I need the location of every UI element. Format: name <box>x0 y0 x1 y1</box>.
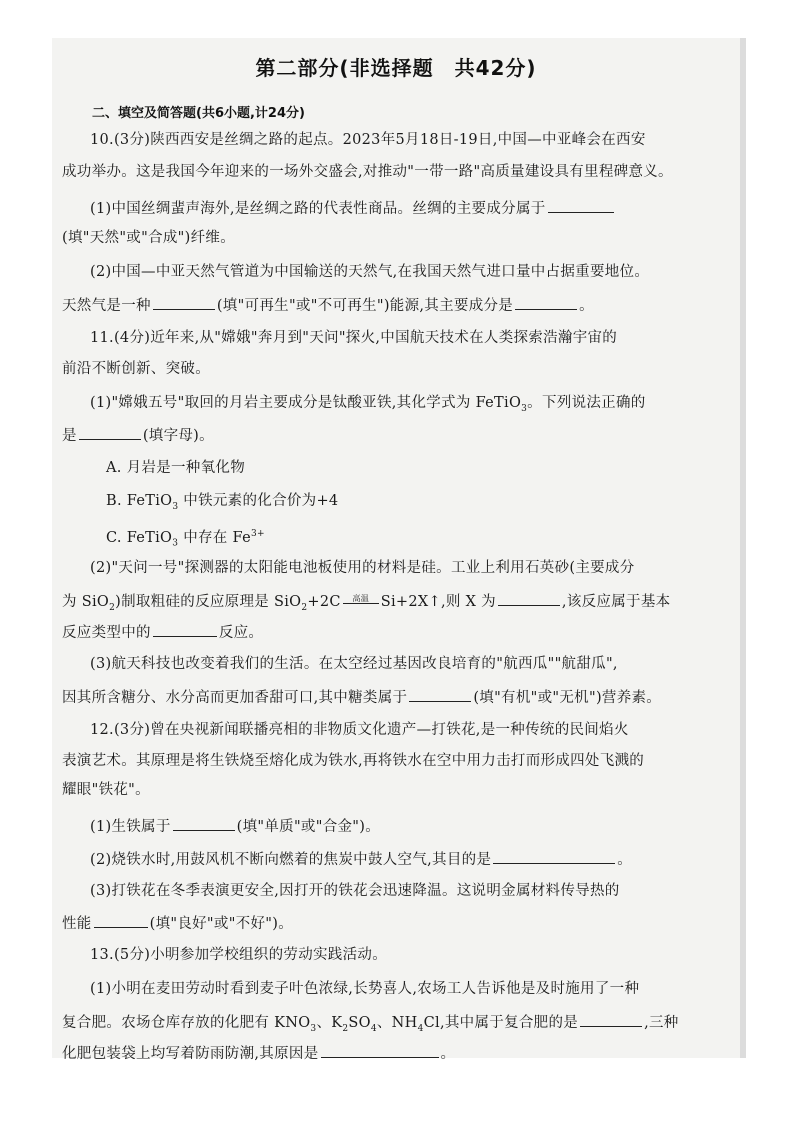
subscript: 3 <box>310 1023 317 1034</box>
q12-part1-text: (填"单质"或"合金")。 <box>236 819 381 835</box>
q12-part3-text: (填"良好"或"不好")。 <box>149 916 294 932</box>
subscript: 2 <box>301 602 308 613</box>
q11-option-a: A. 月岩是一种氧化物 <box>106 460 245 476</box>
page-title: 第二部分(非选择题 共42分) <box>255 56 537 80</box>
q11-part2-line3 <box>62 620 732 643</box>
answer-blank[interactable] <box>321 1041 439 1058</box>
subscript: 3 <box>521 403 528 414</box>
q11-part3-text: 因其所含糖分、水分高而更加香甜可口,其中糖类属于 <box>62 690 408 706</box>
reaction-condition: 高温 <box>352 594 370 603</box>
q13-stem: 13.(5分)小明参加学校组织的劳动实践活动。 <box>90 947 387 963</box>
q11-part1-text-a: 是 <box>62 428 77 444</box>
q11-part1-text: (1)"嫦娥五号"取回的月岩主要成分是钛酸亚铁,其化学式为 FeTiO <box>90 395 522 411</box>
q11-part3-text: (填"有机"或"无机")营养素。 <box>473 690 662 706</box>
answer-blank[interactable] <box>153 293 215 310</box>
reaction-arrow <box>341 595 381 609</box>
q11-part2-text: 为 SiO <box>62 594 110 610</box>
answer-blank[interactable] <box>498 589 560 606</box>
q13-part1-text: 复合肥。农场仓库存放的化肥有 KNO <box>62 1015 311 1031</box>
q12-stem-line2: 表演艺术。其原理是将生铁烧至熔化成为铁水,再将铁水在空中用力击打而形成四处飞溅的 <box>62 753 645 769</box>
q11-part1-line2 <box>62 423 732 446</box>
q11-stem-line2: 前沿不断创新、突破。 <box>62 361 210 377</box>
q13-part1-text: 化肥包装袋上均写着防雨防潮,其原因是 <box>62 1046 319 1062</box>
subscript: 2 <box>342 1023 349 1034</box>
q12-part2 <box>90 847 732 870</box>
q10-part2-line1: (2)中国—中亚天然气管道为中国输送的天然气,在我国天然气进口量中占据重要地位。 <box>90 264 650 280</box>
q13-part1-text: 、K <box>316 1015 343 1031</box>
q12-part2-text: 。 <box>617 852 633 868</box>
q11-part2-text: +2C <box>307 594 341 610</box>
q12-part1-text: (1)生铁属于 <box>90 819 171 835</box>
q10-part1-line2: (填"天然"或"合成")纤维。 <box>62 230 235 246</box>
answer-blank[interactable] <box>79 423 141 440</box>
q11-option-b <box>106 491 732 517</box>
answer-blank[interactable] <box>94 911 148 928</box>
q11-option-c <box>106 524 732 554</box>
reaction-arrow-line <box>343 603 379 604</box>
q12-part2-text: (2)烧铁水时,用鼓风机不断向燃着的焦炭中鼓人空气,其目的是 <box>90 852 492 868</box>
q10-part2-line2 <box>62 293 732 316</box>
q10-part2-text-b: (填"可再生"或"不可再生")能源,其主要成分是 <box>216 298 514 314</box>
q13-part1-text: SO <box>348 1015 371 1031</box>
answer-blank[interactable] <box>173 814 235 831</box>
q10-stem-line2: 成功举办。这是我国今年迎来的一场外交盛会,对推动"一带一路"高质量建设具有里程碑意义。 <box>62 164 673 180</box>
q11-part2-text: ,该反应属于基本 <box>561 594 671 610</box>
q11-stem-line1: 11.(4分)近年来,从"嫦娥"奔月到"天问"探火,中国航天技术在人类探索浩瀚宇宙的 <box>90 330 618 346</box>
option-text: 中存在 Fe <box>178 529 251 546</box>
subscript: 3 <box>172 501 179 512</box>
q13-part1-line3 <box>62 1041 732 1064</box>
q11-part1-text-b: (填字母)。 <box>142 428 214 444</box>
subscript: 3 <box>172 538 179 549</box>
answer-blank[interactable] <box>548 196 614 213</box>
q11-part3-line1: (3)航天科技也改变着我们的生活。在太空经过基因改良培育的"航西瓜""航甜瓜", <box>90 656 618 672</box>
q10-stem-line1: 10.(3分)陕西西安是丝绸之路的起点。2023年5月18日-19日,中国—中亚峰会在西安 <box>90 132 646 148</box>
q11-part2-text: 反应类型中的 <box>62 625 151 641</box>
answer-blank[interactable] <box>409 685 471 702</box>
q11-part2-line2 <box>62 589 732 618</box>
answer-blank[interactable] <box>493 847 615 864</box>
q11-part2-text: Si+2X↑,则 X 为 <box>380 594 496 610</box>
option-text: 中铁元素的化合价为+4 <box>178 493 339 509</box>
q11-part2-line1: (2)"天问一号"探测器的太阳能电池板使用的材料是硅。工业上利用石英砂(主要成分 <box>90 560 635 576</box>
answer-blank[interactable] <box>153 620 217 637</box>
q11-part1-line1 <box>90 393 732 419</box>
q11-part1-text-end: 。下列说法正确的 <box>527 395 646 411</box>
section-title: 二、填空及简答题(共6小题,计24分) <box>92 106 305 121</box>
q11-part3-line2 <box>62 685 732 708</box>
q12-stem-line3: 耀眼"铁花"。 <box>62 782 150 798</box>
q10-part1-line1 <box>90 196 732 219</box>
q10-part1-text: (1)中国丝绸蜚声海外,是丝绸之路的代表性商品。丝绸的主要成分属于 <box>90 201 546 217</box>
answer-blank[interactable] <box>515 293 577 310</box>
q11-part2-text: )制取粗硅的反应原理是 SiO <box>115 594 302 610</box>
q11-part2-text: 反应。 <box>218 625 264 641</box>
subscript: 4 <box>370 1023 377 1034</box>
q12-part3-line1: (3)打铁花在冬季表演更安全,因打开的铁花会迅速降温。这说明金属材料传导热的 <box>90 883 620 899</box>
option-text: B. FeTiO <box>106 493 173 509</box>
q12-part3-text: 性能 <box>62 916 92 932</box>
q13-part1-text: 、NH <box>376 1015 418 1031</box>
q10-part2-text-a: 天然气是一种 <box>62 298 151 314</box>
option-text: C. FeTiO <box>106 529 173 546</box>
q10-part2-text-c: 。 <box>579 298 594 314</box>
answer-blank[interactable] <box>580 1010 642 1027</box>
subscript: 2 <box>109 602 116 613</box>
q12-part3-line2 <box>62 911 732 934</box>
q13-part1-line1: (1)小明在麦田劳动时看到麦子叶色浓绿,长势喜人,农场工人告诉他是及时施用了一种 <box>90 981 640 997</box>
q12-stem-line1: 12.(3分)曾在央视新闻联播亮相的非物质文化遗产—打铁花,是一种传统的民间焰火 <box>90 722 629 738</box>
q13-part1-text: Cl,其中属于复合肥的是 <box>423 1015 579 1031</box>
q13-part1-line2 <box>62 1010 732 1039</box>
superscript: 3+ <box>250 529 265 539</box>
q12-part1 <box>90 814 732 837</box>
subscript: 4 <box>417 1023 424 1034</box>
exam-page <box>52 38 746 1062</box>
q13-part1-text: ,三种 <box>644 1015 679 1031</box>
q13-part1-text: 。 <box>440 1046 456 1062</box>
